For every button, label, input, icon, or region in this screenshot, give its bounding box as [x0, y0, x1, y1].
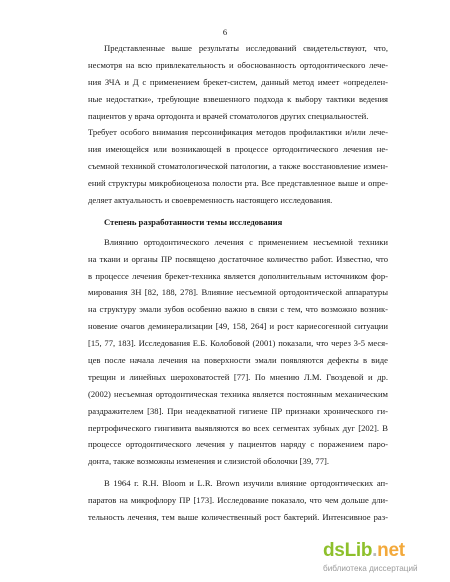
text-line: ные недостатки», требующие взвешенного подхода к выбору тактики ведения: [88, 93, 388, 104]
text-line: Требует особого внимания персонификация методов профилактики и/или лече-: [88, 127, 388, 138]
text-line: съемной техникой стоматологической патологии, а также восстановление измен-: [88, 161, 388, 172]
text-line: В 1964 г. R.H. Bloom и L.R. Brown изучили влияние ортодонтических ап-: [104, 478, 388, 489]
text-line: процессе ортодонтического лечения у пациентов наряду с поражением паро-: [88, 439, 388, 450]
text-line: пациентов у врача ортодонта и врачей стоматологов других специальностей.: [88, 110, 369, 121]
page-number: 6: [222, 27, 228, 37]
dslib-logo: [323, 540, 405, 562]
text-line: цев после начала лечения на поверхности эмали появляются дефекты в виде: [88, 355, 388, 366]
text-line: паратов на микрофлору ПР [173]. Исследование показало, что чем дольше дли-: [88, 495, 388, 506]
paragraph-4: [88, 475, 388, 526]
text-line: на ткани и органы ПР посвящено достаточное количество работ. Известно, что: [88, 253, 388, 264]
text-line: ния имеющейся или возникающей в процессе ортодонтического лечения не-: [88, 144, 388, 155]
text-line: деляет актуальность и своевременность настоящего исследования.: [88, 195, 333, 206]
watermark-tagline: библиотека диссертаций: [323, 564, 418, 573]
logo-part-net: net: [377, 540, 405, 561]
text-line: мирования ЗН [82, 188, 278]. Влияние несъемной ортодонтической аппаратуры: [88, 287, 388, 298]
text-line: Представленные выше результаты исследований свидетельствуют, что,: [104, 43, 388, 53]
text-line: тельность лечения, тем выше количественный рост бактерий. Интенсивное раз-: [88, 512, 388, 523]
text-line: ния ЗЧА и Д с применением брекет-систем, данный метод имеет «определен-: [88, 76, 388, 87]
dslib-watermark: [323, 538, 438, 576]
text-line: на структуру эмали зубов особенно важно в связи с тем, что возможно возник-: [88, 304, 388, 315]
text-line: трещин и линейных шероховатостей [77]. По мнению Л.М. Гвоздевой и др.: [88, 371, 388, 382]
text-line: ений структуры микробиоценоза полости рта. Все представленное выше и опре-: [88, 178, 388, 189]
text-line: пертрофического гингивита выявляются во всех сегментах зубных дуг [202]. В: [88, 422, 388, 433]
logo-part-dslib: dsLib: [323, 540, 373, 561]
text-line: раздражителем [38]. При неадекватной гигиене ПР признаки хронического ги-: [88, 405, 388, 416]
text-line: (2002) несъемная ортодонтическая техника является постоянным механическим: [88, 388, 388, 399]
paragraph-2: [88, 124, 388, 208]
logo-part-dot: .: [372, 540, 378, 561]
text-line: новение очагов деминерализации [49, 158, 264] и рост кариесогенной ситуации: [88, 321, 388, 332]
text-line: Влиянию ортодонтического лечения с применением несъемной техники: [104, 236, 388, 247]
text-line: [15, 77, 183]. Исследования Е.Б. Колобовой (2001) показали, что через 3-5 меся-: [88, 338, 388, 349]
text-line: несмотря на всю привлекательность и обоснованность ортодонтического лече-: [88, 59, 388, 70]
document-body: [88, 40, 388, 526]
paragraph-3: [88, 234, 388, 470]
text-line: в процессе лечения брекет-техника является дополнительным источником фор-: [88, 270, 388, 281]
text-line: донта, также возможны изменения и слизистой оболочки [39, 77].: [88, 456, 330, 467]
section-heading: Степень разработанности темы исследования: [104, 216, 283, 227]
paragraph-1: [88, 40, 388, 124]
